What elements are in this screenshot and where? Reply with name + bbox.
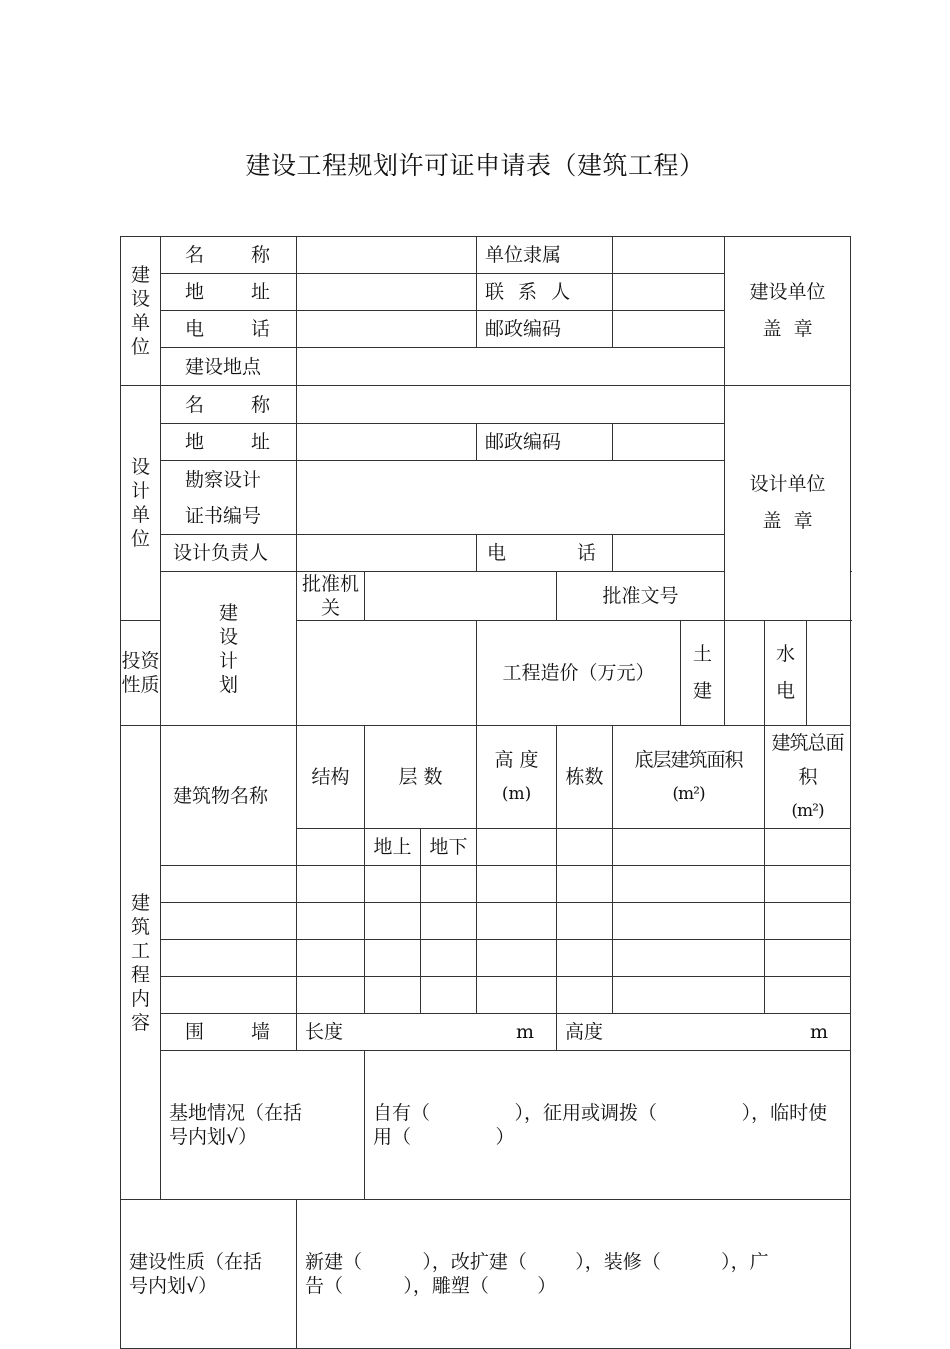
civil-label: 土 建 [681, 621, 725, 726]
cell[interactable] [421, 866, 477, 903]
cell[interactable] [557, 940, 613, 977]
design-phone-label: 电 话 [477, 535, 613, 572]
below-ground-header: 地下 [421, 829, 477, 866]
cell[interactable] [421, 940, 477, 977]
design-lead-label: 设计负责人 [161, 535, 297, 572]
build-unit-phone-label: 电 话 [161, 311, 297, 348]
wall-height-field[interactable]: 高度 m [557, 1014, 851, 1051]
cell[interactable] [365, 940, 421, 977]
design-unit-address-label: 地 址 [161, 424, 297, 461]
bldg-name-header: 建筑物名称 [161, 726, 297, 866]
civil-field[interactable] [725, 621, 765, 726]
hydro-label: 水 电 [765, 621, 807, 726]
table-row [121, 977, 851, 1014]
build-unit-address-field[interactable] [297, 274, 477, 311]
build-unit-name-label: 名 称 [161, 237, 297, 274]
cell[interactable] [765, 977, 851, 1014]
wall-label: 围 墙 [161, 1014, 297, 1051]
cell[interactable] [365, 977, 421, 1014]
build-unit-section-label: 建 设 单 位 [121, 237, 161, 386]
cell[interactable] [557, 866, 613, 903]
cert-no-field[interactable] [297, 461, 725, 535]
design-unit-name-field[interactable] [297, 386, 725, 424]
cell[interactable] [765, 829, 851, 866]
cell[interactable] [765, 940, 851, 977]
land-situation-label: 基地情况（在括 号内划√） [161, 1051, 365, 1200]
cell[interactable] [161, 866, 297, 903]
above-ground-header: 地上 [365, 829, 421, 866]
base-area-header: 底层建筑面积 (m²) [613, 726, 765, 829]
content-section-label: 建 筑 工 程 内 容 [121, 726, 161, 1200]
construction-nature-label: 建设性质（在括 号内划√） [121, 1200, 297, 1349]
cell[interactable] [477, 829, 557, 866]
build-unit-name-field[interactable] [297, 237, 477, 274]
cell[interactable] [557, 829, 613, 866]
height-header: 高 度 (m) [477, 726, 557, 829]
design-unit-address-field[interactable] [297, 424, 477, 461]
table-row [121, 903, 851, 940]
authority-field[interactable] [365, 572, 557, 621]
structure-header: 结构 [297, 726, 365, 829]
design-lead-field[interactable] [297, 535, 477, 572]
cell[interactable] [765, 903, 851, 940]
cell[interactable] [477, 940, 557, 977]
cert-no-label: 勘察设计 证书编号 [161, 461, 297, 535]
site-label: 建设地点 [161, 348, 297, 386]
contact-label: 联 系 人 [477, 274, 613, 311]
cell[interactable] [365, 866, 421, 903]
design-unit-postcode-label: 邮政编码 [477, 424, 613, 461]
build-unit-seal: 建设单位 盖 章 [725, 237, 851, 386]
cell[interactable] [613, 866, 765, 903]
build-unit-address-label: 地 址 [161, 274, 297, 311]
cell[interactable] [161, 903, 297, 940]
table-row [121, 940, 851, 977]
build-unit-postcode-label: 邮政编码 [477, 311, 613, 348]
cell[interactable] [557, 903, 613, 940]
total-area-header: 建筑总面积 (m²) [765, 726, 851, 829]
cell[interactable] [765, 866, 851, 903]
build-unit-postcode-field[interactable] [613, 311, 725, 348]
form-title: 建设工程规划许可证申请表（建筑工程） [245, 151, 705, 180]
floors-header: 层 数 [365, 726, 477, 829]
build-unit-phone-field[interactable] [297, 311, 477, 348]
cell[interactable] [477, 866, 557, 903]
invest-nature-field[interactable] [297, 621, 477, 726]
cell[interactable] [613, 940, 765, 977]
contact-field[interactable] [613, 274, 725, 311]
invest-nature-label: 投资性质 [121, 621, 161, 726]
plan-section-label: 建 设 计 划 [161, 572, 297, 726]
cost-label: 工程造价（万元） [477, 621, 681, 726]
cell[interactable] [613, 977, 765, 1014]
cell[interactable] [421, 977, 477, 1014]
cell[interactable] [297, 940, 365, 977]
authority-label: 批准机关 [297, 572, 365, 621]
cell[interactable] [297, 866, 365, 903]
cell[interactable] [613, 829, 765, 866]
construction-nature-field[interactable]: 新建（ ），改扩建（ ），装修（ ），广 告（ ），雕塑（ ） [297, 1200, 851, 1349]
cell[interactable] [421, 903, 477, 940]
cell[interactable] [477, 977, 557, 1014]
cell[interactable] [297, 829, 365, 866]
cell[interactable] [161, 977, 297, 1014]
cell[interactable] [557, 977, 613, 1014]
site-field[interactable] [297, 348, 725, 386]
wall-length-field[interactable]: 长度 m [297, 1014, 557, 1051]
cell[interactable] [365, 903, 421, 940]
doc-no-label: 批准文号 [557, 572, 725, 621]
hydro-field[interactable] [807, 621, 851, 726]
design-unit-section-label: 设 计 单 位 [121, 386, 161, 621]
cell[interactable] [297, 977, 365, 1014]
cell[interactable] [613, 903, 765, 940]
affiliation-label: 单位隶属 [477, 237, 613, 274]
table-row [121, 866, 851, 903]
affiliation-field[interactable] [613, 237, 725, 274]
cell[interactable] [477, 903, 557, 940]
cell[interactable] [161, 940, 297, 977]
design-unit-postcode-field[interactable] [613, 424, 725, 461]
application-form-table [120, 236, 851, 1349]
design-unit-seal: 设计单位 盖 章 [725, 386, 851, 621]
count-header: 栋数 [557, 726, 613, 829]
land-situation-field[interactable]: 自有（ ），征用或调拨（ ），临时使 用（ ） [365, 1051, 851, 1200]
design-phone-field[interactable] [613, 535, 725, 572]
cell[interactable] [297, 903, 365, 940]
design-unit-name-label: 名 称 [161, 386, 297, 424]
